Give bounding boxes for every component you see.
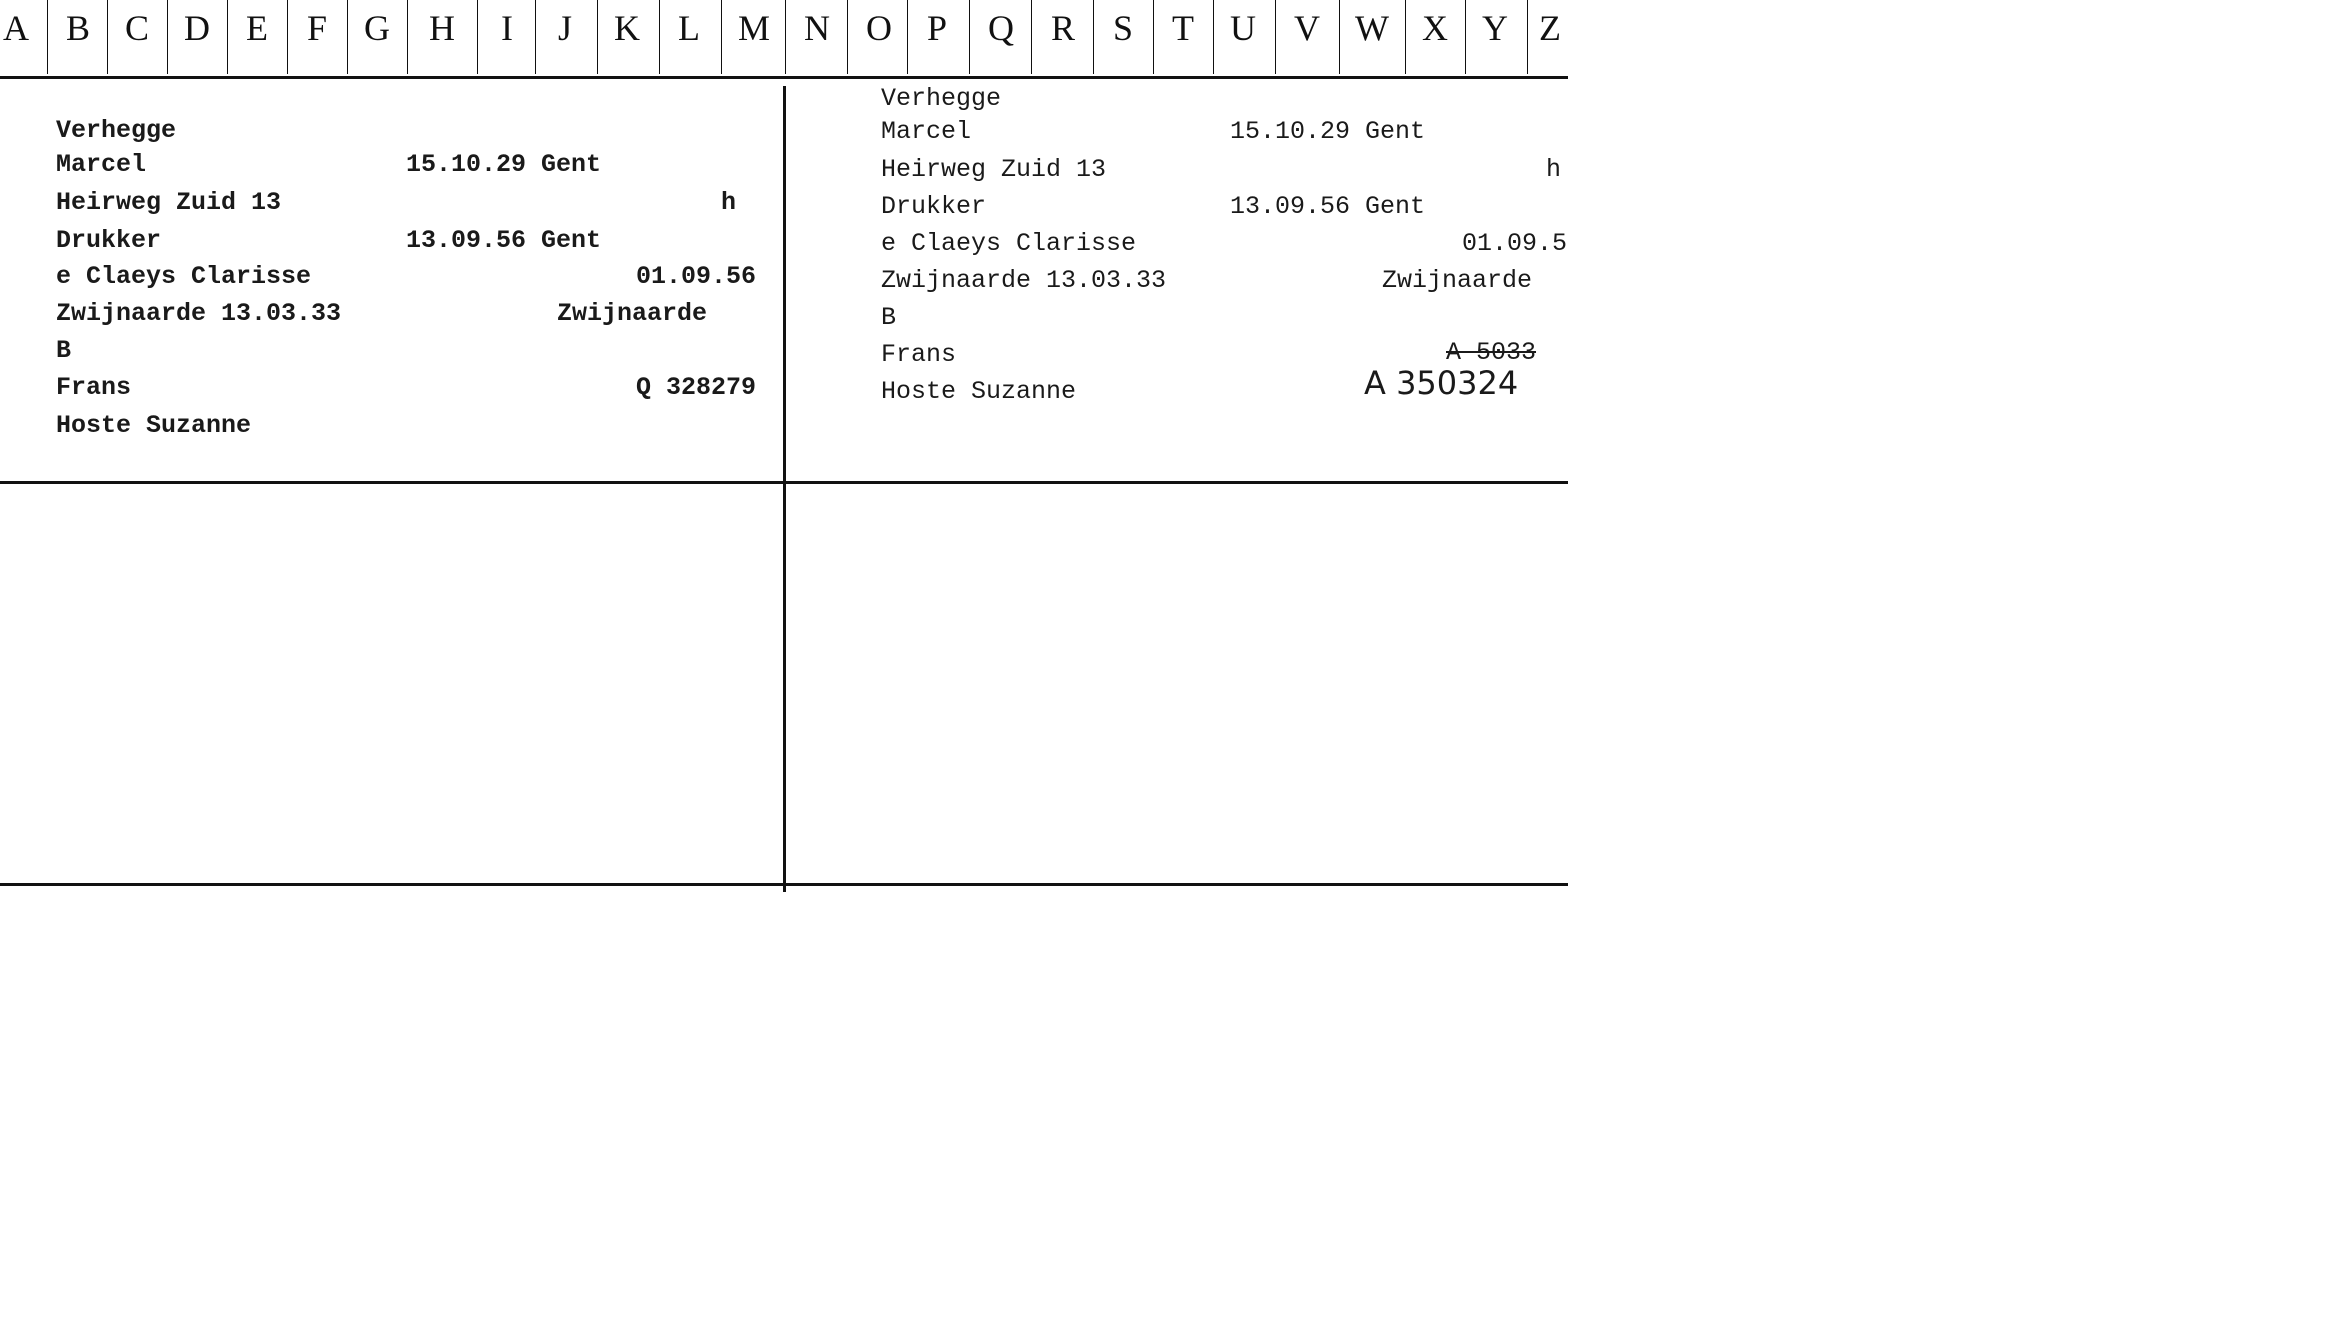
alpha-letter-w: W (1355, 8, 1389, 48)
handwritten-reference-number: A 350324 (1364, 364, 1519, 402)
birth-date-place: 15.10.29 Gent (1230, 117, 1426, 146)
second-date-place: 13.09.56 Gent (1230, 192, 1426, 221)
third-date: 01.09.56 (636, 262, 757, 291)
father-name: Frans (56, 373, 132, 402)
alpha-letter-h: H (429, 8, 455, 48)
mother-name: Hoste Suzanne (881, 377, 1077, 406)
alpha-letter-k: K (614, 8, 640, 48)
first-name: Marcel (56, 150, 147, 179)
alpha-letter-e: E (246, 8, 268, 48)
alpha-letter-c: C (124, 8, 149, 48)
spouse-name: e Claeys Clarisse (881, 229, 1137, 258)
spouse-birth: Zwijnaarde 13.03.33 (881, 266, 1167, 295)
alpha-letter-r: R (1050, 8, 1075, 48)
occupation: Drukker (881, 192, 987, 221)
surname: Verhegge (881, 84, 1002, 113)
alpha-letter-s: S (1112, 8, 1134, 48)
right-index-card (786, 0, 1568, 481)
third-date: 01.09.5 (1462, 229, 1568, 258)
marker: h (721, 188, 737, 217)
alpha-letter-x: X (1422, 8, 1448, 48)
alpha-letter-v: V (1294, 8, 1320, 48)
alpha-letter-a: A (3, 8, 29, 48)
spouse-birth: Zwijnaarde 13.03.33 (56, 299, 342, 328)
alpha-letter-i: I (501, 8, 513, 48)
birth-date-place: 15.10.29 Gent (406, 150, 602, 179)
alpha-letter-p: P (926, 8, 948, 48)
first-name: Marcel (881, 117, 972, 146)
surname: Verhegge (56, 116, 177, 145)
occupation: Drukker (56, 226, 162, 255)
address: Heirweg Zuid 13 (881, 155, 1107, 184)
alpha-letter-m: M (737, 8, 770, 48)
father-name: Frans (881, 340, 957, 369)
place: Zwijnaarde (557, 299, 708, 328)
alpha-letter-z: Z (1539, 8, 1561, 48)
code: B (881, 303, 897, 332)
alpha-letter-f: F (306, 8, 328, 48)
alpha-letter-n: N (804, 8, 830, 48)
alpha-letter-l: L (678, 8, 700, 48)
alpha-letter-q: Q (988, 8, 1014, 48)
struck-reference-number: A 5033 (1446, 338, 1537, 367)
alpha-letter-j: J (557, 8, 572, 48)
mother-name: Hoste Suzanne (56, 411, 252, 440)
alpha-letter-u: U (1230, 8, 1256, 48)
left-index-card (0, 0, 783, 481)
second-date-place: 13.09.56 Gent (406, 226, 602, 255)
address: Heirweg Zuid 13 (56, 188, 282, 217)
marker: h (1546, 155, 1562, 184)
reference-number: Q 328279 (636, 373, 757, 402)
place: Zwijnaarde (1382, 266, 1533, 295)
alpha-letter-t: T (1172, 8, 1194, 48)
alpha-letter-d: D (184, 8, 210, 48)
alpha-letter-g: G (364, 8, 390, 48)
code: B (56, 336, 72, 365)
alpha-letter-b: B (65, 8, 90, 48)
spouse-name: e Claeys Clarisse (56, 262, 312, 291)
alpha-letter-o: O (866, 8, 892, 48)
alpha-letter-y: Y (1482, 8, 1508, 48)
